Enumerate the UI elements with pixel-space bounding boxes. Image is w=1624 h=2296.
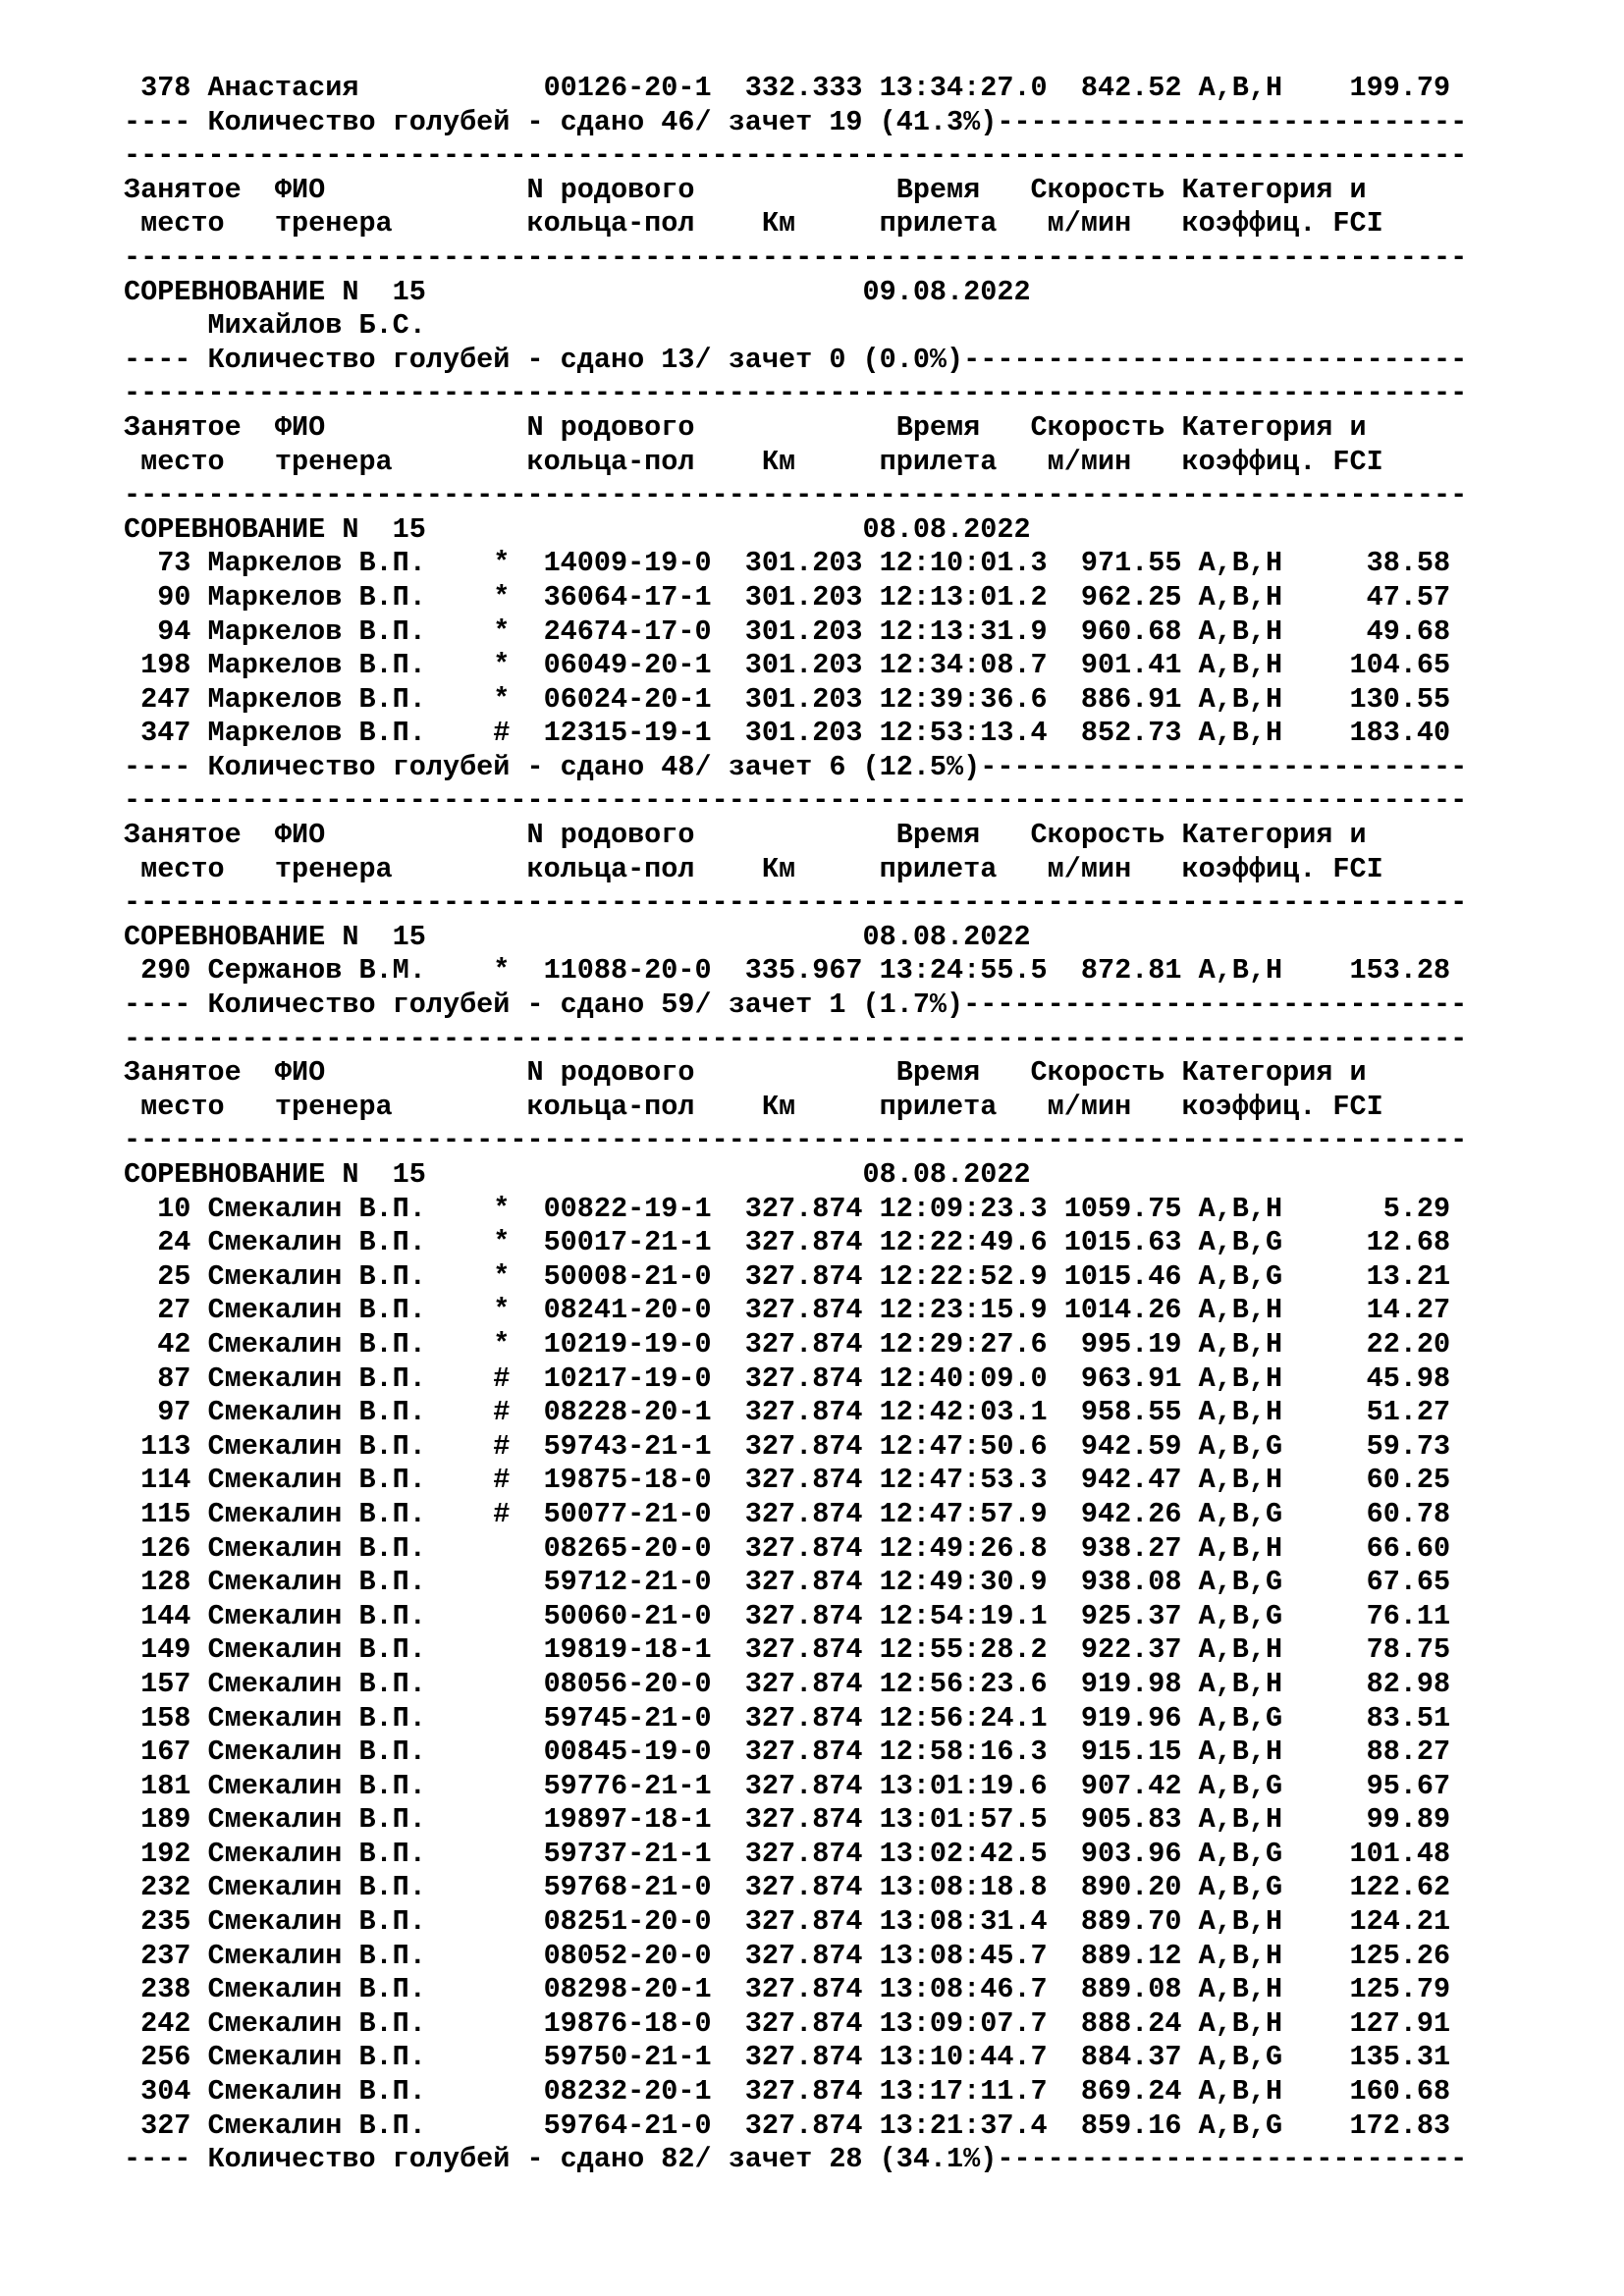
competition-header: СОРЕВНОВАНИЕ N 15 08.08.2022 (124, 512, 1031, 546)
result-row: 290 Сержанов В.М. * 11088-20-0 335.967 13:24:55.5 872.81 A,B,H 153.28 (124, 954, 1451, 988)
result-row: 113 Смекалин В.П. # 59743-21-1 327.874 12:47:50.6 942.59 A,B,G 59.73 (124, 1429, 1451, 1463)
separator-line: -------------------------------------------------------------------------------- (124, 1124, 1468, 1157)
result-row: 157 Смекалин В.П. 08056-20-0 327.874 12:56:23.6 919.98 A,B,H 82.98 (124, 1667, 1451, 1700)
result-row: 73 Маркелов В.П. * 14009-19-0 301.203 12:10:01.3 971.55 A,B,H 38.58 (124, 547, 1451, 580)
results-report (124, 72, 1467, 2177)
column-header: место тренера кольца-пол Км прилета м/мин коэффиц. FCI (124, 1090, 1383, 1123)
result-row: 304 Смекалин В.П. 08232-20-1 327.874 13:17:11.7 869.24 A,B,H 160.68 (124, 2075, 1451, 2109)
result-row: 189 Смекалин В.П. 19897-18-1 327.874 13:01:57.5 905.83 A,B,H 99.89 (124, 1803, 1451, 1837)
result-row: 242 Смекалин В.П. 19876-18-0 327.874 13:09:07.7 888.24 A,B,H 127.91 (124, 2006, 1451, 2040)
column-header: место тренера кольца-пол Км прилета м/мин коэффиц. FCI (124, 207, 1383, 240)
result-row: 167 Смекалин В.П. 00845-19-0 327.874 12:58:16.3 915.15 A,B,H 88.27 (124, 1735, 1451, 1769)
separator-line: -------------------------------------------------------------------------------- (124, 240, 1468, 274)
column-header: Занятое ФИО N родового Время Скорость Категория и (124, 173, 1367, 206)
result-row: 126 Смекалин В.П. 08265-20-0 327.874 12:49:26.8 938.27 A,B,H 66.60 (124, 1531, 1451, 1565)
summary-line: ---- Количество голубей - сдано 46/ зачет 19 (41.3%)---------------------------- (124, 105, 1468, 138)
result-row: 247 Маркелов В.П. * 06024-20-1 301.203 12:39:36.6 886.91 A,B,H 130.55 (124, 682, 1451, 716)
result-row: 42 Смекалин В.П. * 10219-19-0 327.874 12:29:27.6 995.19 A,B,H 22.20 (124, 1327, 1451, 1361)
result-row: 238 Смекалин В.П. 08298-20-1 327.874 13:08:46.7 889.08 A,B,H 125.79 (124, 1973, 1451, 2006)
column-header: Занятое ФИО N родового Время Скорость Категория и (124, 819, 1367, 852)
summary-line: ---- Количество голубей - сдано 13/ зачет 0 (0.0%)------------------------------ (124, 343, 1468, 376)
result-row: 90 Маркелов В.П. * 36064-17-1 301.203 12:13:01.2 962.25 A,B,H 47.57 (124, 580, 1451, 614)
separator-line: -------------------------------------------------------------------------------- (124, 886, 1468, 920)
competition-header: СОРЕВНОВАНИЕ N 15 09.08.2022 (124, 275, 1031, 308)
result-row: 10 Смекалин В.П. * 00822-19-1 327.874 12:09:23.3 1059.75 A,B,H 5.29 (124, 1192, 1451, 1225)
column-header: место тренера кольца-пол Км прилета м/мин коэффиц. FCI (124, 852, 1383, 885)
result-row: 25 Смекалин В.П. * 50008-21-0 327.874 12:22:52.9 1015.46 A,B,G 13.21 (124, 1259, 1451, 1293)
separator-line: -------------------------------------------------------------------------------- (124, 377, 1468, 410)
summary-line: ---- Количество голубей - сдано 59/ зачет 1 (1.7%)------------------------------ (124, 988, 1468, 1022)
column-header: Занятое ФИО N родового Время Скорость Категория и (124, 1056, 1367, 1090)
summary-line: ---- Количество голубей - сдано 48/ зачет 6 (12.5%)----------------------------- (124, 750, 1468, 783)
result-row: 347 Маркелов В.П. # 12315-19-1 301.203 12:53:13.4 852.73 A,B,H 183.40 (124, 717, 1451, 750)
result-row: 181 Смекалин В.П. 59776-21-1 327.874 13:01:19.6 907.42 A,B,G 95.67 (124, 1769, 1451, 1802)
result-row: 192 Смекалин В.П. 59737-21-1 327.874 13:02:42.5 903.96 A,B,G 101.48 (124, 1837, 1451, 1870)
separator-line: -------------------------------------------------------------------------------- (124, 139, 1468, 173)
separator-line: -------------------------------------------------------------------------------- (124, 784, 1468, 818)
column-header: Занятое ФИО N родового Время Скорость Категория и (124, 410, 1367, 444)
trainer-line: Михайлов Б.С. (124, 309, 426, 343)
result-row: 232 Смекалин В.П. 59768-21-0 327.874 13:08:18.8 890.20 A,B,G 122.62 (124, 1871, 1451, 1904)
result-row: 24 Смекалин В.П. * 50017-21-1 327.874 12:22:49.6 1015.63 A,B,G 12.68 (124, 1226, 1451, 1259)
column-header: место тренера кольца-пол Км прилета м/мин коэффиц. FCI (124, 445, 1383, 478)
result-row: 158 Смекалин В.П. 59745-21-0 327.874 12:56:24.1 919.96 A,B,G 83.51 (124, 1701, 1451, 1735)
result-row: 144 Смекалин В.П. 50060-21-0 327.874 12:54:19.1 925.37 A,B,G 76.11 (124, 1599, 1451, 1632)
result-row: 97 Смекалин В.П. # 08228-20-1 327.874 12:42:03.1 958.55 A,B,H 51.27 (124, 1396, 1451, 1429)
summary-line: ---- Количество голубей - сдано 82/ зачет 28 (34.1%)---------------------------- (124, 2143, 1468, 2176)
result-row: 114 Смекалин В.П. # 19875-18-0 327.874 12:47:53.3 942.47 A,B,H 60.25 (124, 1464, 1451, 1497)
result-row: 378 Анастасия 00126-20-1 332.333 13:34:27.0 842.52 A,B,H 199.79 (124, 72, 1451, 104)
result-row: 198 Маркелов В.П. * 06049-20-1 301.203 12:34:08.7 901.41 A,B,H 104.65 (124, 649, 1451, 682)
separator-line: -------------------------------------------------------------------------------- (124, 1022, 1468, 1055)
result-row: 256 Смекалин В.П. 59750-21-1 327.874 13:10:44.7 884.37 A,B,G 135.31 (124, 2041, 1451, 2074)
competition-header: СОРЕВНОВАНИЕ N 15 08.08.2022 (124, 1158, 1031, 1191)
result-row: 235 Смекалин В.П. 08251-20-0 327.874 13:08:31.4 889.70 A,B,H 124.21 (124, 1905, 1451, 1939)
competition-header: СОРЕВНОВАНИЕ N 15 08.08.2022 (124, 920, 1031, 953)
separator-line: -------------------------------------------------------------------------------- (124, 479, 1468, 512)
result-row: 87 Смекалин В.П. # 10217-19-0 327.874 12:40:09.0 963.91 A,B,H 45.98 (124, 1362, 1451, 1395)
result-row: 94 Маркелов В.П. * 24674-17-0 301.203 12:13:31.9 960.68 A,B,H 49.68 (124, 614, 1451, 648)
result-row: 149 Смекалин В.П. 19819-18-1 327.874 12:55:28.2 922.37 A,B,H 78.75 (124, 1633, 1451, 1667)
result-row: 27 Смекалин В.П. * 08241-20-0 327.874 12:23:15.9 1014.26 A,B,H 14.27 (124, 1294, 1451, 1327)
result-row: 115 Смекалин В.П. # 50077-21-0 327.874 12:47:57.9 942.26 A,B,G 60.78 (124, 1497, 1451, 1530)
result-row: 237 Смекалин В.П. 08052-20-0 327.874 13:08:45.7 889.12 A,B,H 125.26 (124, 1939, 1451, 1972)
result-row: 128 Смекалин В.П. 59712-21-0 327.874 12:49:30.9 938.08 A,B,G 67.65 (124, 1566, 1451, 1599)
result-row: 327 Смекалин В.П. 59764-21-0 327.874 13:21:37.4 859.16 A,B,G 172.83 (124, 2109, 1451, 2142)
